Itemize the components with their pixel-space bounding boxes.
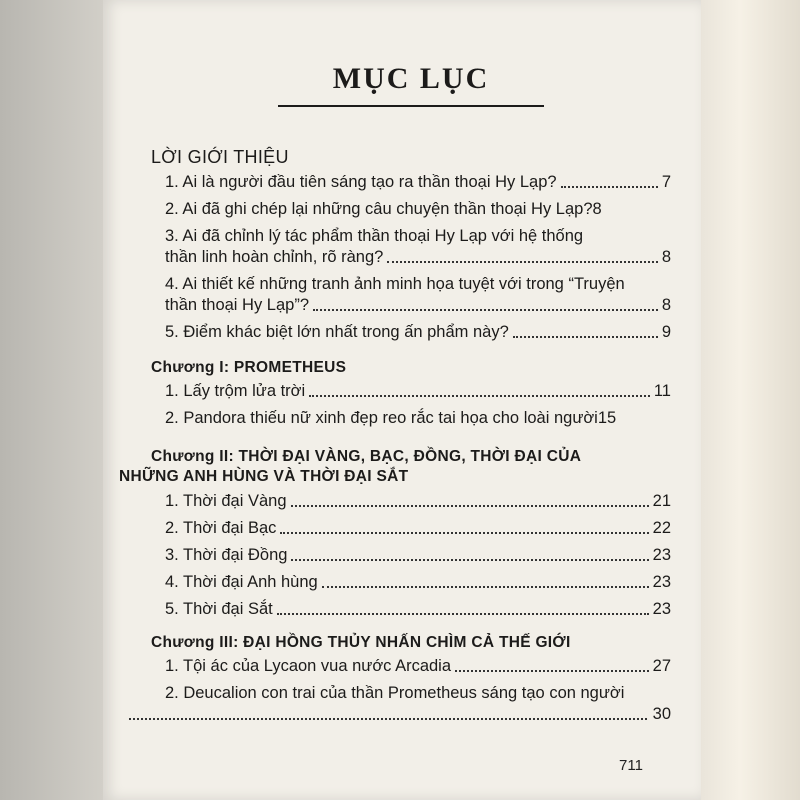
dot-leader — [280, 532, 648, 534]
dot-leader — [277, 613, 649, 615]
table-of-contents — [119, 56, 671, 725]
entry-page: 27 — [652, 657, 671, 675]
entry-text: 5. Điểm khác biệt lớn nhất trong ấn phẩm này? — [165, 323, 509, 341]
background-left — [0, 0, 120, 800]
entry-text-cont: thần thoại Hy Lạp”? — [165, 296, 310, 314]
entry-page: 15 — [597, 409, 617, 427]
chapter-heading — [119, 447, 671, 487]
entry-text: 2. Pandora thiếu nữ xinh đẹp reo rắc tai họa cho loài người — [165, 409, 598, 427]
dot-leader — [561, 186, 658, 188]
title-underline — [278, 105, 544, 107]
dot-leader — [455, 670, 649, 672]
entry-text: 2. Thời đại Bạc — [165, 519, 277, 537]
entry-page: 22 — [652, 519, 671, 537]
dot-leader — [387, 261, 657, 263]
toc-entry — [151, 172, 671, 193]
toc-entry — [151, 226, 671, 268]
entry-page: 7 — [661, 173, 671, 191]
chapter-heading-line2: NHỮNG ANH HÙNG VÀ THỜI ĐẠI SẮT — [119, 468, 409, 485]
toc-entry — [151, 199, 671, 220]
toc-entry — [151, 572, 671, 593]
entry-text: 4. Ai thiết kế những tranh ảnh minh họa tuyệt với trong “Truyện — [165, 275, 625, 293]
entry-text: 3. Ai đã chỉnh lý tác phẩm thần thoại Hy Lạp với hệ thống — [165, 227, 584, 245]
entry-page: 23 — [652, 546, 671, 564]
entry-page: 8 — [661, 248, 671, 266]
toc-entry — [151, 381, 671, 402]
dot-leader — [291, 559, 648, 561]
entry-page: 23 — [652, 600, 671, 618]
entry-text: 1. Lấy trộm lửa trời — [165, 382, 306, 400]
book-page — [103, 0, 701, 800]
dot-leader — [513, 336, 658, 338]
dot-leader — [309, 395, 650, 397]
entry-text: 2. Ai đã ghi chép lại những câu chuyện thần thoại Hy Lạp? — [165, 200, 593, 218]
entry-text: 3. Thời đại Đồng — [165, 546, 288, 564]
chapter-heading-line1: Chương II: THỜI ĐẠI VÀNG, BẠC, ĐỒNG, THỜI ĐẠI CỦA — [151, 448, 582, 465]
entry-text: 5. Thời đại Sắt — [165, 600, 273, 618]
entry-text-cont: thần linh hoàn chỉnh, rõ ràng? — [165, 248, 384, 266]
entry-page: 21 — [652, 492, 671, 510]
toc-entry — [151, 518, 671, 539]
entry-text: 1. Ai là người đầu tiên sáng tạo ra thần thoại Hy Lạp? — [165, 173, 557, 191]
entry-page: 8 — [661, 296, 671, 314]
page-stack-edge — [700, 0, 800, 800]
toc-entry — [151, 656, 671, 677]
entry-page: 9 — [661, 323, 671, 341]
toc-entry — [151, 322, 671, 343]
page-number: 711 — [619, 757, 643, 774]
entry-page: 11 — [653, 382, 671, 400]
entry-page: 8 — [592, 200, 602, 218]
entry-text: 2. Deucalion con trai của thần Prometheus sáng tạo con người — [165, 684, 625, 702]
entry-page: 30 — [652, 705, 671, 723]
dot-leader — [322, 586, 649, 588]
dot-leader — [291, 505, 649, 507]
entry-page: 23 — [652, 573, 671, 591]
dot-leader — [313, 309, 658, 311]
chapter-heading: Chương I: PROMETHEUS — [151, 359, 347, 376]
toc-entry — [151, 491, 671, 512]
entry-text: 4. Thời đại Anh hùng — [165, 573, 318, 591]
chapter-heading: Chương III: ĐẠI HỒNG THỦY NHẤN CHÌM CẢ THẾ GIỚI — [151, 634, 571, 651]
toc-entry — [151, 408, 671, 429]
toc-entry — [151, 545, 671, 566]
entry-text: 1. Thời đại Vàng — [165, 492, 287, 510]
intro-heading: LỜI GIỚI THIỆU — [151, 147, 289, 167]
dot-leader — [129, 718, 647, 720]
entry-text: 1. Tội ác của Lycaon vua nước Arcadia — [165, 657, 452, 675]
toc-entry — [151, 274, 671, 316]
toc-entry — [151, 683, 671, 725]
page-title: MỤC LỤC — [332, 62, 490, 95]
toc-entry — [151, 599, 671, 620]
